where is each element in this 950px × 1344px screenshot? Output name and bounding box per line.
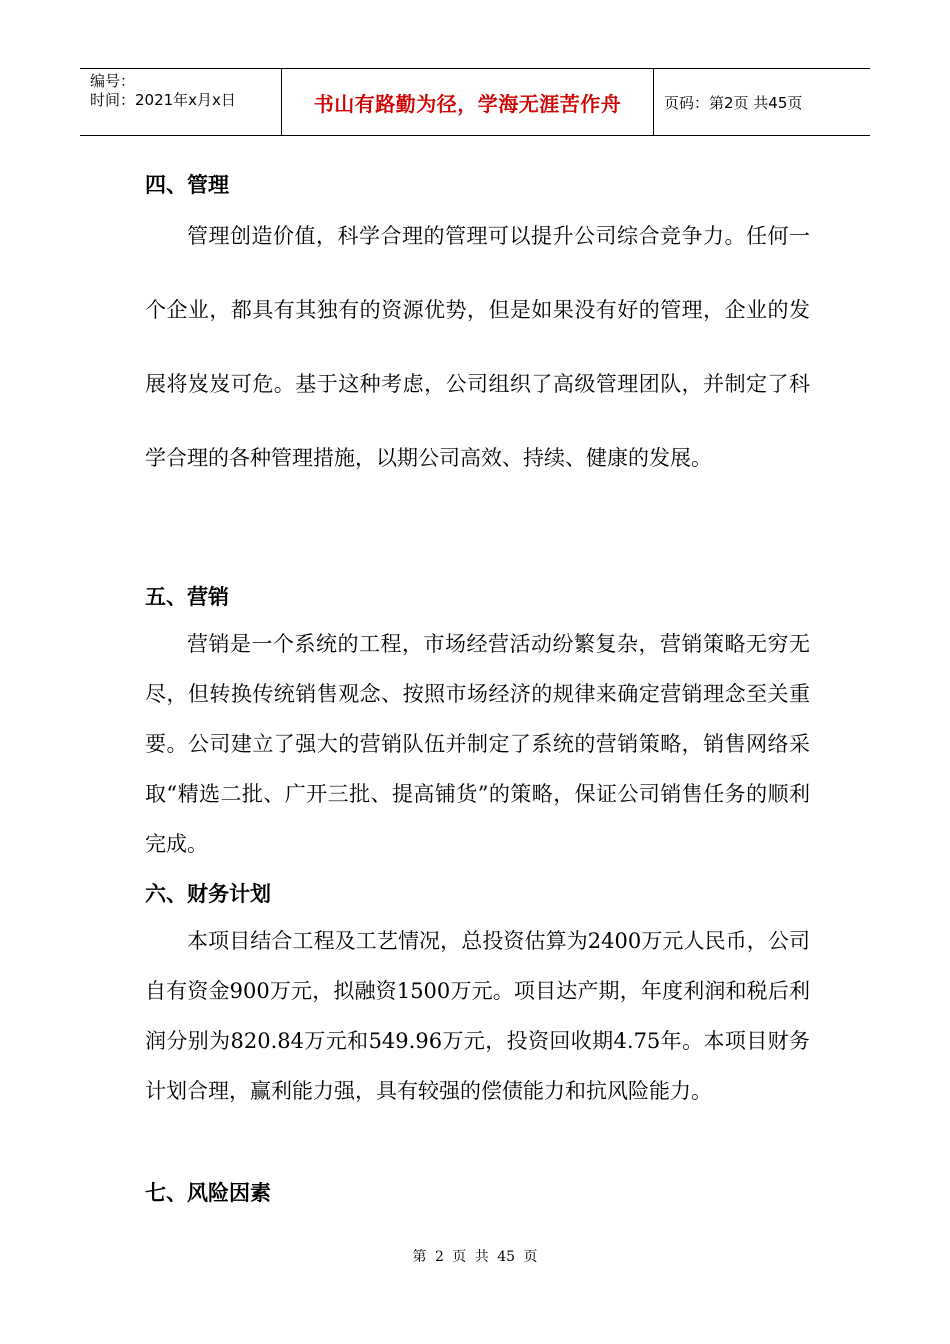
document-header: [80, 68, 870, 136]
section-heading-risk: 七、风险因素: [145, 1181, 271, 1205]
document-number-label: 编号：: [90, 72, 136, 90]
section-heading-marketing: 五、营销: [145, 585, 229, 609]
header-motto: 书山有路勤为径，学海无涯苦作舟: [313, 91, 622, 116]
section-heading-management: 四、管理: [145, 173, 229, 197]
header-page-info: 页码：第2页 共45页: [664, 93, 803, 112]
document-date-label: 时间：2021年x月x日: [90, 91, 236, 109]
header-meta-cell: [80, 69, 281, 135]
section-heading-finance: 六、财务计划: [145, 882, 271, 906]
page-footer: 第 2 页 共 45 页: [412, 1249, 538, 1265]
section-paragraph-marketing: 营销是一个系统的工程，市场经营活动纷繁复杂，营销策略无穷无尽，但转换传统销售观念、按照市场经济的规律来确定营销理念至关重要。公司建立了强大的营销队伍并制定了系统的营销策略，销售网络采取“精选二批、广开三批、提高铺货”的策略，保证公司销售任务的顺利完成。: [145, 632, 810, 856]
section-paragraph-management: 管理创造价值，科学合理的管理可以提升公司综合竞争力。任何一个企业，都具有其独有的资源优势，但是如果没有好的管理，企业的发展将岌岌可危。基于这种考虑，公司组织了高级管理团队，并制定了科学合理的各种管理措施，以期公司高效、持续、健康的发展。: [145, 224, 810, 470]
section-paragraph-finance: 本项目结合工程及工艺情况，总投资估算为2400万元人民币，公司自有资金900万元，拟融资1500万元。项目达产期，年度利润和税后利润分别为820.84万元和549.96万元，投资回收期4.75年。本项目财务计划合理，赢利能力强，具有较强的偿债能力和抗风险能力。: [145, 929, 810, 1103]
header-motto-cell: [281, 69, 654, 135]
header-page-cell: [654, 69, 870, 135]
